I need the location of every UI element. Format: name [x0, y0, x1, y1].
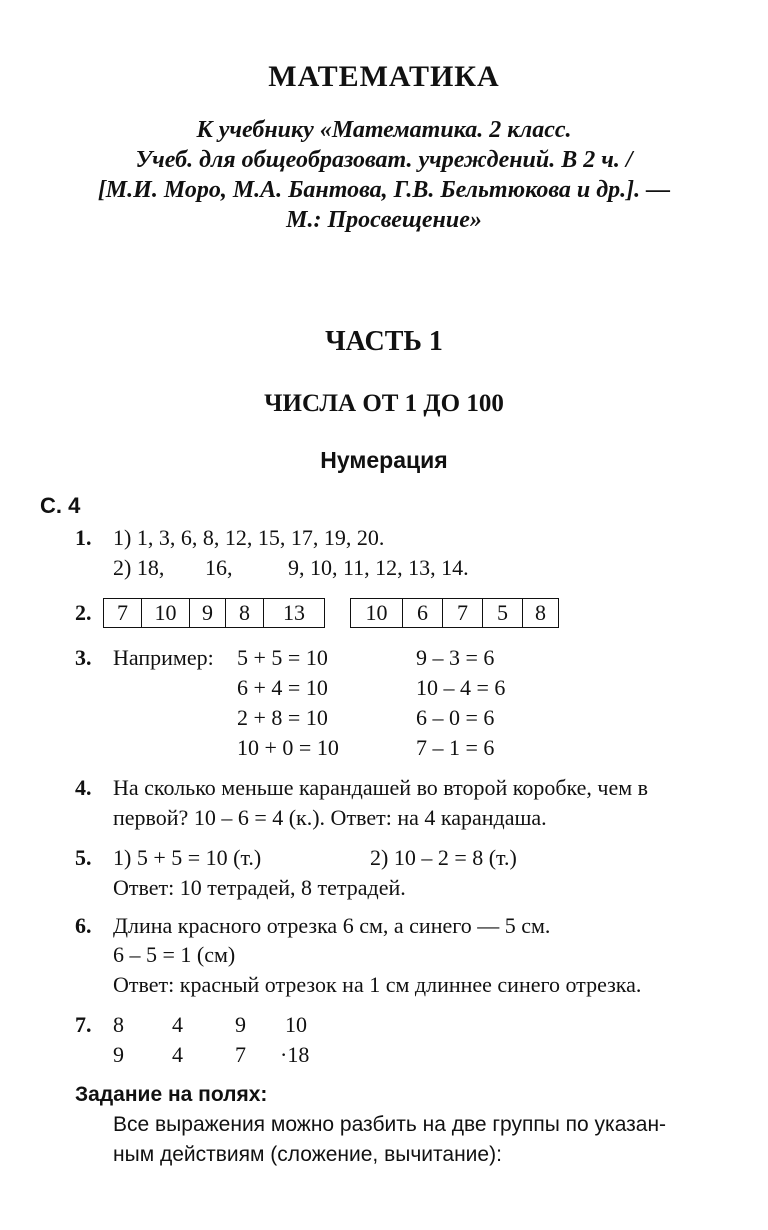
- task-2-row-2-cell: 5: [483, 599, 523, 627]
- task-3-right-expr: 7 – 1 = 6: [416, 735, 495, 760]
- task-3-right-expr: 9 – 3 = 6: [416, 645, 495, 670]
- subsection-title: Нумерация: [320, 447, 448, 473]
- task-3-left-expr: 5 + 5 = 10: [237, 645, 328, 670]
- task-2-row-1-cell: 10: [142, 599, 190, 627]
- task-6-line-1: Длина красного отрезка 6 см, а синего — 5 см.: [113, 913, 551, 938]
- task-3-right-expr: 6 – 0 = 6: [416, 705, 495, 730]
- task-3-prefix: Например:: [113, 645, 214, 670]
- task-6-answer: Ответ: красный отрезок на 1 см длиннее синего отрезка.: [113, 972, 642, 997]
- task-5-answer: Ответ: 10 тетрадей, 8 тетрадей.: [113, 875, 406, 900]
- subtitle-line-2: Учеб. для общеобразоват. учреждений. В 2 ч. /: [135, 147, 633, 173]
- task-1-line-1: 1) 1, 3, 6, 8, 12, 15, 17, 19, 20.: [113, 525, 385, 550]
- task-2-row-2-cell: 7: [443, 599, 483, 627]
- task-7-cell: 8: [113, 1012, 124, 1037]
- task-2-row-2-cell: 6: [403, 599, 443, 627]
- task-7-cell: 4: [172, 1042, 183, 1067]
- task-7-cell: 7: [235, 1042, 246, 1067]
- task-7-cell: 4: [172, 1012, 183, 1037]
- task-5-part-1: 1) 5 + 5 = 10 (т.): [113, 845, 262, 870]
- task-3-number: 3.: [75, 645, 92, 670]
- margin-task-line-2: ным действиям (сложение, вычитание):: [113, 1143, 502, 1166]
- task-2-row-2-cell: 10: [351, 599, 403, 627]
- task-5-part-2: 2) 10 – 2 = 8 (т.): [370, 845, 517, 870]
- task-4-line-2: первой? 10 – 6 = 4 (к.). Ответ: на 4 карандаша.: [113, 805, 547, 830]
- task-2-row-2-cell: 8: [535, 600, 546, 625]
- task-7-cell: 9: [113, 1042, 124, 1067]
- task-2-row-1-cell: 7: [104, 599, 142, 627]
- margin-task-line-1: Все выражения можно разбить на две группы по указан-: [113, 1113, 667, 1136]
- task-3-left-expr: 6 + 4 = 10: [237, 675, 328, 700]
- task-3-left-expr: 2 + 8 = 10: [237, 705, 328, 730]
- task-2-row-1-cell: 13: [283, 600, 305, 625]
- task-6-line-2: 6 – 5 = 1 (см): [113, 942, 236, 967]
- task-2-row-1-cell: 8: [226, 599, 264, 627]
- subtitle-line-3: [М.И. Моро, М.А. Бантова, Г.В. Бельтюкова и др.]. —: [97, 177, 671, 203]
- book-title: МАТЕМАТИКА: [268, 60, 500, 93]
- task-1-line-2a: 2) 18,: [113, 555, 165, 580]
- task-7-cell: ·18: [280, 1042, 310, 1067]
- task-3-left-expr: 10 + 0 = 10: [237, 735, 339, 760]
- task-2-number-row-2: [350, 598, 559, 628]
- task-4-number: 4.: [75, 775, 92, 800]
- task-2-number: 2.: [75, 600, 92, 625]
- task-1-line-2c: 9, 10, 11, 12, 13, 14.: [288, 555, 469, 580]
- subtitle-line-1: К учебнику «Математика. 2 класс.: [196, 117, 572, 143]
- task-7-cell: 9: [235, 1012, 246, 1037]
- task-2-number-row-1: [103, 598, 325, 628]
- task-5-number: 5.: [75, 845, 92, 870]
- task-1-number: 1.: [75, 525, 92, 550]
- task-3-right-expr: 10 – 4 = 6: [416, 675, 506, 700]
- subtitle-line-4: М.: Просвещение»: [286, 207, 482, 233]
- task-6-number: 6.: [75, 913, 92, 938]
- task-7-number: 7.: [75, 1012, 92, 1037]
- task-7-cell: 10: [285, 1012, 307, 1037]
- task-4-line-1: На сколько меньше карандашей во второй коробке, чем в: [113, 775, 649, 800]
- task-2-row-1-cell: 9: [190, 599, 226, 627]
- page-reference: С. 4: [40, 493, 81, 518]
- part-title: ЧАСТЬ 1: [325, 326, 443, 357]
- margin-task-title: Задание на полях:: [75, 1083, 268, 1106]
- section-title: ЧИСЛА ОТ 1 ДО 100: [264, 390, 504, 417]
- task-1-line-2b: 16,: [205, 555, 233, 580]
